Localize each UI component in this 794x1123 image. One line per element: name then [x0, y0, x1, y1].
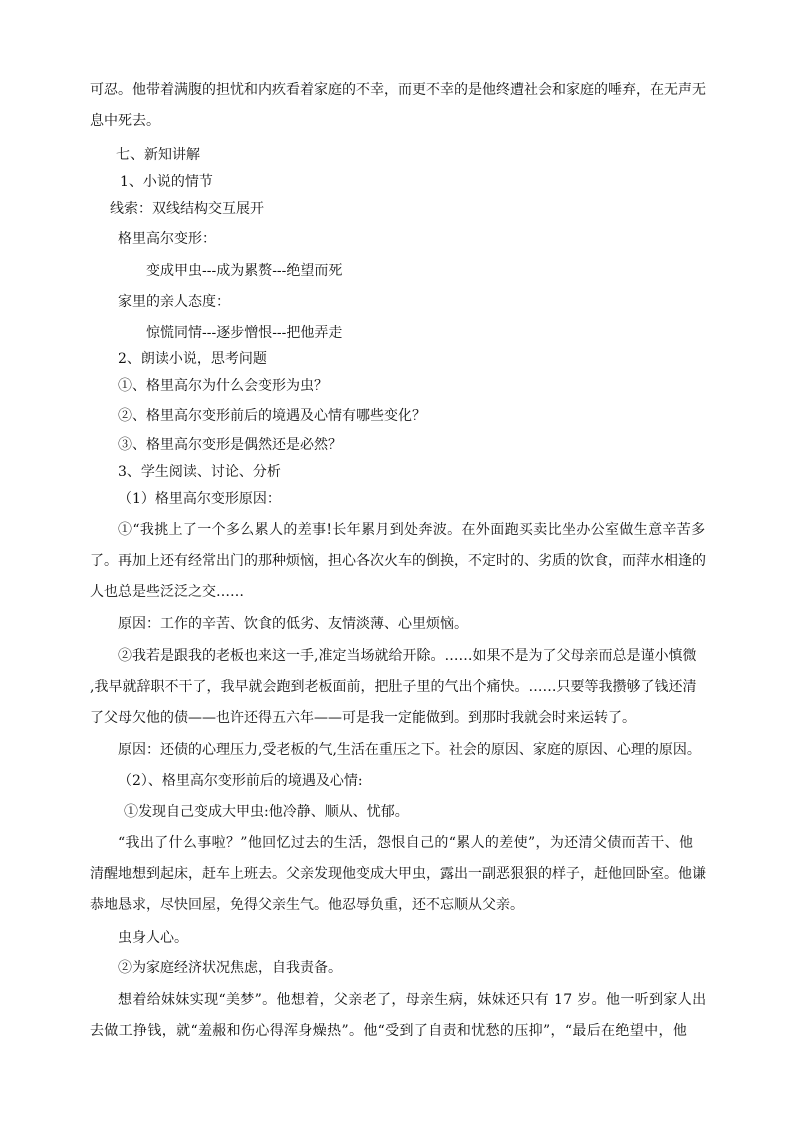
- text-line: 线索：双线结构交互展开: [110, 201, 264, 217]
- text-line: 变成甲虫---成为累赘---绝望而死: [146, 263, 343, 279]
- question: ②、格里高尔变形前后的境遇及心情有哪些变化？: [118, 408, 426, 424]
- text-line: 家里的亲人态度：: [118, 294, 230, 310]
- text-line: 清醒地想到起床，赶车上班去。父亲发现他变成大甲虫，露出一副恶狠狠的样子，赶他回卧室。他谦: [90, 866, 706, 882]
- text-line: 可忍。他带着满腹的担忧和内疚看着家庭的不幸，而更不幸的是他终遭社会和家庭的唾弃，在无声无: [90, 82, 706, 98]
- text-line: 了。再加上还有经常出门的那种烦恼，担心各次火车的倒换，不定时的、劣质的饮食，而萍水相逢的: [90, 553, 706, 569]
- text-line: ,我早就辞职不干了，我早就会跑到老板面前，把肚子里的气出个痛快。……只要等我攒够了钱还清: [90, 679, 697, 695]
- subsection-heading: 3、学生阅读、讨论、分析: [118, 464, 281, 480]
- text-line: 惊慌同情---逐步憎恨---把他弄走: [146, 325, 343, 341]
- question: ①、格里高尔为什么会变形为虫？: [118, 378, 328, 394]
- text-line: “我出了什么事啦？”他回忆过去的生活，怨恨自己的“累人的差使”，为还清父债而苦干、他: [118, 835, 694, 851]
- text-line: 格里高尔变形：: [118, 231, 216, 247]
- subsection-heading: 2、朗读小说，思考问题: [118, 351, 267, 367]
- text-line: ①发现自己变成大甲虫:他冷静、顺从、忧郁。: [124, 804, 409, 820]
- text-line: ①“我挑上了一个多么累人的差事!长年累月到处奔波。在外面跑买卖比坐办公室做生意辛苦多: [118, 522, 706, 538]
- text-line: 了父母欠他的债——也许还得五六年——可是我一定能做到。到那时我就会时来运转了。: [90, 710, 636, 726]
- section-heading: 七、新知讲解: [116, 147, 200, 163]
- text-line: （1）格里高尔变形原因：: [118, 491, 281, 507]
- text-line: ②为家庭经济状况焦虑，自我责备。: [118, 960, 342, 976]
- text-line: 人也总是些泛泛之交……: [90, 584, 244, 600]
- text-line: 虫身人心。: [118, 930, 188, 946]
- text-line: （2）、格里高尔变形前后的境遇及心情:: [118, 773, 363, 789]
- text-line: 恭地恳求，尽快回屋，免得父亲生气。他忍辱负重，还不忘顺从父亲。: [90, 897, 524, 913]
- question: ③、格里高尔变形是偶然还是必然？: [118, 437, 342, 453]
- text-line: 息中死去。: [90, 113, 160, 129]
- text-line: 原因：工作的辛苦、饮食的低劣、友情淡薄、心里烦恼。: [118, 616, 468, 632]
- text-line: ②我若是跟我的老板也来这一手,准定当场就给开除。……如果不是为了父母亲而总是谨小慎微: [118, 648, 697, 664]
- text-line: 去做工挣钱，就“羞赧和伤心得浑身燥热”。他“受到了自责和忧愁的压抑”，“最后在绝望中，他: [90, 1023, 688, 1039]
- text-line: 原因：还债的心理压力,受老板的气,生活在重压之下。社会的原因、家庭的原因、心理的原因。: [118, 742, 701, 758]
- subsection-heading: 1、小说的情节: [120, 174, 213, 190]
- text-line: 想着给妹妹实现“美梦”。他想着，父亲老了，母亲生病，妹妹还只有 17 岁。他一听到家人出: [118, 992, 707, 1008]
